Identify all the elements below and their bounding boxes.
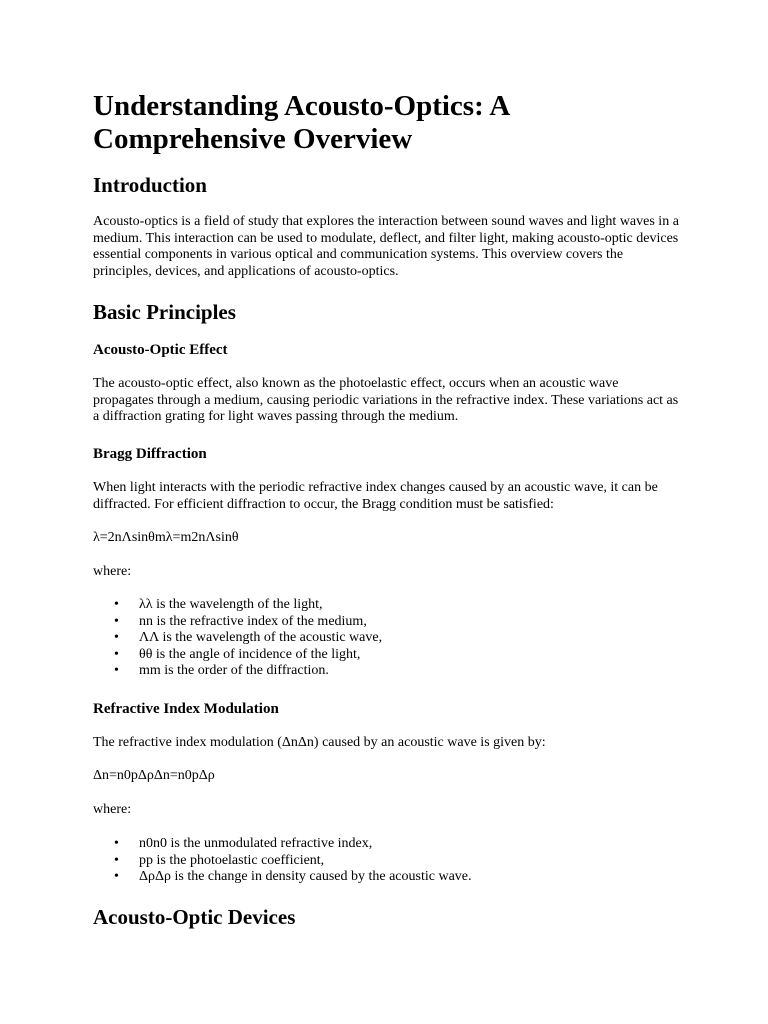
list-item: • pp is the photoelastic coefficient,	[114, 853, 682, 870]
list-item: • nn is the refractive index of the medium,	[114, 614, 682, 631]
heading-basic-principles: Basic Principles	[93, 300, 236, 324]
paragraph-acousto-optic-effect: The acousto-optic effect, also known as the photoelastic effect, occurs when an acoustic wave propagates through a medium, causing periodic variations in the refractive index. These variations act as a diffraction grating for light waves passing through the medium.	[93, 376, 679, 425]
paragraph-introduction: Acousto-optics is a field of study that explores the interaction between sound waves and light waves in a medium. This interaction can be used to modulate, deflect, and filter light, making acousto-optic devices essential components in various optical and communication systems. This overview covers the principles, devices, and applications of acousto-optics.	[93, 214, 679, 279]
list-item: • ΛΛ is the wavelength of the acoustic wave,	[114, 630, 682, 647]
heading-introduction: Introduction	[93, 173, 207, 197]
heading-refractive-index-modulation: Refractive Index Modulation	[93, 701, 279, 717]
document-title: Understanding Acousto-Optics: A Comprehensive Overview	[93, 90, 509, 155]
list-item: • θθ is the angle of incidence of the light,	[114, 647, 682, 664]
list-item: • λλ is the wavelength of the light,	[114, 597, 682, 614]
where-label-refractive: where:	[93, 802, 132, 817]
list-item: • n0n0 is the unmodulated refractive index,	[114, 836, 682, 853]
list-item: • ΔρΔρ is the change in density caused by the acoustic wave.	[114, 869, 682, 886]
heading-acousto-optic-effect: Acousto-Optic Effect	[93, 342, 228, 358]
heading-bragg-diffraction: Bragg Diffraction	[93, 446, 207, 462]
paragraph-refractive-index-modulation: The refractive index modulation (ΔnΔn) caused by an acoustic wave is given by:	[93, 735, 546, 750]
list-item: • mm is the order of the diffraction.	[114, 663, 682, 680]
formula-bragg: λ=2nΛsinθmλ=m2nΛsinθ	[93, 530, 239, 545]
where-label-bragg: where:	[93, 564, 132, 579]
heading-acousto-optic-devices: Acousto-Optic Devices	[93, 905, 296, 929]
paragraph-bragg-diffraction: When light interacts with the periodic refractive index changes caused by an acoustic wave, it can be diffracted. For efficient diffraction to occur, the Bragg condition must be satisfied:	[93, 480, 658, 512]
refractive-variable-list	[114, 836, 682, 886]
bragg-variable-list	[114, 597, 682, 680]
formula-refractive-index: Δn=n0pΔρΔn=n0pΔρ	[93, 768, 215, 783]
